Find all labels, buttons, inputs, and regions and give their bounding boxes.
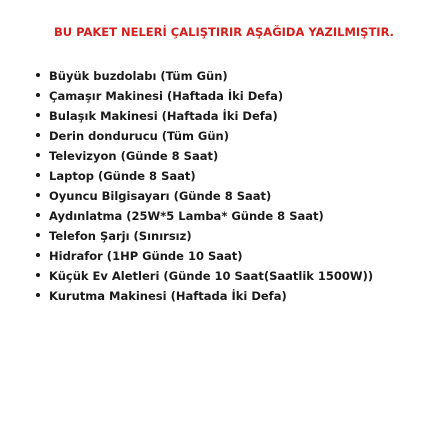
list-item-label: Küçük Ev Aletleri (Günde 10 Saat(Saatlik 1500W)) [49, 269, 374, 283]
list-item [36, 186, 373, 206]
list-item [36, 206, 373, 226]
list-item-label: Çamaşır Makinesi (Haftada İki Defa) [49, 89, 284, 103]
bullet-icon [36, 253, 40, 257]
list-item-label: Aydınlatma (25W*5 Lamba* Günde 8 Saat) [49, 209, 324, 223]
bullet-icon [36, 193, 40, 197]
appliance-list [36, 66, 373, 306]
list-item [36, 66, 373, 86]
bullet-icon [36, 213, 40, 217]
list-item-label: Oyuncu Bilgisayarı (Günde 8 Saat) [49, 189, 272, 203]
bullet-icon [36, 273, 40, 277]
list-item [36, 166, 373, 186]
list-item-label: Hidrafor (1HP Günde 10 Saat) [49, 249, 243, 263]
list-item [36, 86, 373, 106]
list-item-label: Kurutma Makinesi (Haftada İki Defa) [49, 289, 287, 303]
list-item-label: Telefon Şarjı (Sınırsız) [49, 229, 192, 243]
list-item [36, 126, 373, 146]
list-item-label: Bulaşık Makinesi (Haftada İki Defa) [49, 109, 278, 123]
bullet-icon [36, 233, 40, 237]
bullet-icon [36, 153, 40, 157]
list-item [36, 246, 373, 266]
list-item-label: Televizyon (Günde 8 Saat) [49, 149, 219, 163]
bullet-icon [36, 133, 40, 137]
bullet-icon [36, 293, 40, 297]
list-item-label: Laptop (Günde 8 Saat) [49, 169, 196, 183]
list-item-label: Derin dondurucu (Tüm Gün) [49, 129, 230, 143]
bullet-icon [36, 113, 40, 117]
bullet-icon [36, 73, 40, 77]
list-item-label: Büyük buzdolabı (Tüm Gün) [49, 69, 228, 83]
bullet-icon [36, 93, 40, 97]
page-heading: BU PAKET NELERİ ÇALIŞTIRIR AŞAĞIDA YAZILMIŞTIR. [53, 25, 395, 39]
bullet-icon [36, 173, 40, 177]
list-item [36, 146, 373, 166]
list-item [36, 226, 373, 246]
list-item [36, 266, 373, 286]
list-item [36, 106, 373, 126]
list-item [36, 286, 373, 306]
